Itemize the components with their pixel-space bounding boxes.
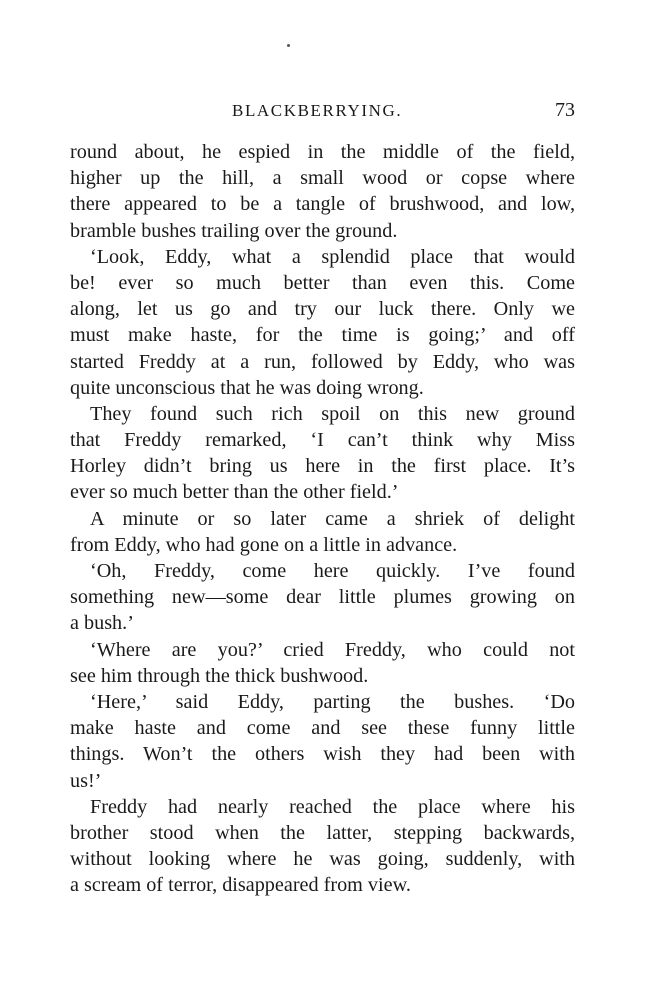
text-line: ‘Oh, Freddy, come here quickly. I’ve found xyxy=(90,560,575,582)
text-line: make haste and come and see these funny little xyxy=(70,717,575,740)
text-line: started Freddy at a run, followed by Eddy, who was xyxy=(70,350,575,373)
text-line: a scream of terror, disappeared from view. xyxy=(70,874,411,897)
text-line: without looking where he was going, suddenly, with xyxy=(70,848,575,871)
text-line: us!’ xyxy=(70,769,102,792)
running-head xyxy=(70,101,575,127)
text-line: along, let us go and try our luck there. Only we xyxy=(70,298,575,321)
text-line: things. Won’t the others wish they had been with xyxy=(70,743,575,766)
text-line: round about, he espied in the middle of the field, xyxy=(70,141,575,163)
text-line: that Freddy remarked, ‘I can’t think why Miss xyxy=(70,429,575,452)
page-speck xyxy=(287,44,290,47)
text-line: something new—some dear little plumes growing on xyxy=(70,586,575,609)
text-line: there appeared to be a tangle of brushwood, and low, xyxy=(70,193,575,216)
page-number: 73 xyxy=(555,99,575,121)
text-line: must make haste, for the time is going;’ and off xyxy=(70,324,575,347)
text-line: Freddy had nearly reached the place where his xyxy=(90,795,575,818)
text-line: Horley didn’t bring us here in the first place. It’s xyxy=(70,455,575,478)
text-line: bramble bushes trailing over the ground. xyxy=(70,219,398,242)
text-line: quite unconscious that he was doing wrong. xyxy=(70,376,424,399)
body-text xyxy=(70,139,575,898)
text-line: ‘Look, Eddy, what a splendid place that would xyxy=(90,245,575,268)
text-line: ever so much better than the other field.’ xyxy=(70,481,399,504)
text-line: ‘Where are you?’ cried Freddy, who could not xyxy=(90,638,575,661)
text-line: higher up the hill, a small wood or copse where xyxy=(70,167,575,190)
text-line: a bush.’ xyxy=(70,612,134,635)
running-title: BLACKBERRYING. xyxy=(232,101,403,120)
text-line: be! ever so much better than even this. Come xyxy=(70,271,575,294)
text-line: A minute or so later came a shriek of delight xyxy=(90,507,575,530)
text-line: They found such rich spoil on this new ground xyxy=(90,402,575,425)
text-line: ‘Here,’ said Eddy, parting the bushes. ‘Do xyxy=(90,690,575,713)
text-line: from Eddy, who had gone on a little in advance. xyxy=(70,533,458,556)
text-line: brother stood when the latter, stepping backwards, xyxy=(70,821,575,844)
text-line: see him through the thick bushwood. xyxy=(70,664,369,687)
